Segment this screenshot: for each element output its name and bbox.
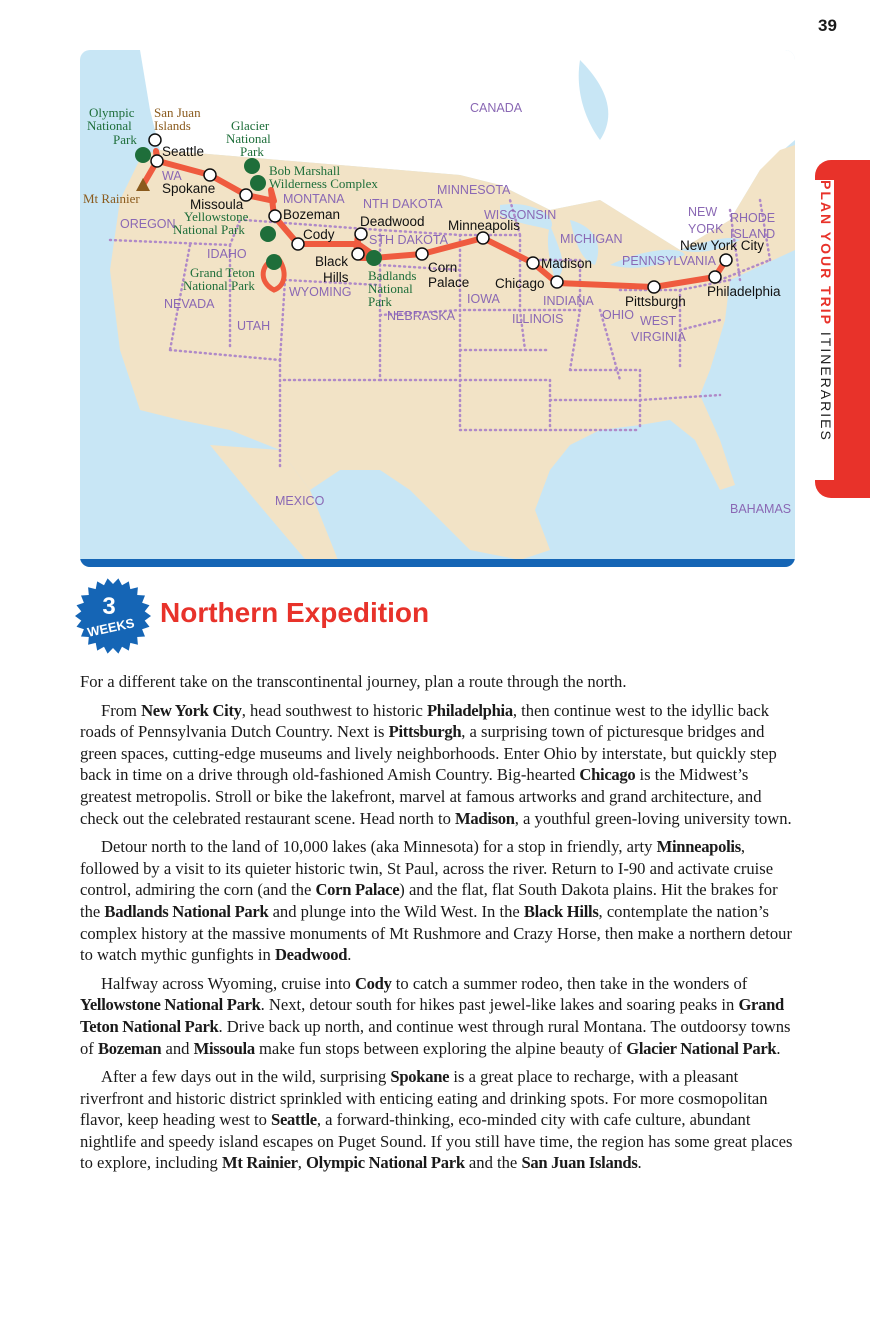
text-run: , contemplate the nation’s complex history at the massive monuments of Mt Rushmore and Crazy Horse, then make a northern detour to watch mythic gunfights in (80, 901, 792, 965)
map-label: Seattle (162, 144, 205, 159)
map-label: National Park (183, 278, 255, 293)
highlighted-place: Chicago (579, 765, 636, 785)
map-label: Olympic (89, 105, 135, 120)
highlighted-place: Cody (355, 973, 392, 993)
itinerary-title: Northern Expedition (160, 597, 430, 628)
text-run: . (347, 945, 352, 965)
map-label: San Juan (154, 105, 201, 120)
map-label: YORK (688, 222, 724, 236)
map-label: STH DAKOTA (369, 233, 448, 247)
text-run: Halfway across Wyoming, cruise into (101, 973, 355, 993)
map-label: Islands (154, 118, 191, 133)
map-label: Pittsburgh (625, 294, 686, 309)
paragraph (80, 836, 796, 966)
highlighted-place: New York City (141, 700, 242, 720)
map-label: National (226, 131, 271, 146)
map-label: National (87, 118, 132, 133)
highlighted-place: Seattle (271, 1110, 317, 1130)
text-run: From (101, 700, 142, 720)
text-run: For a different take on the transcontinental journey, plan a route through the north. (80, 672, 627, 691)
chapter-name: PLAN YOUR TRIP (818, 180, 834, 326)
highlighted-place: Corn Palace (315, 880, 400, 900)
text-run: , a forward-thinking, eco-minded city with cafe culture, abundant nightlife and speedy island escapes on Puget Sound. If you still have time, the region has some great places to explore, including (80, 1110, 793, 1173)
map-label: INDIANA (543, 294, 594, 308)
text-run: . Drive back up north, and continue west through rural Montana. The outdoorsy towns of (80, 1016, 791, 1058)
map-label: Badlands (368, 268, 417, 283)
text-run: . Next, detour south for hikes past jewel-like lakes and soaring peaks in (260, 995, 739, 1015)
text-run: , head southwest to historic (241, 700, 427, 720)
map-label: RHODE (730, 211, 776, 225)
highlighted-place: Grand Teton National Park (80, 995, 784, 1036)
map-label: New York City (680, 238, 765, 253)
map-label: Park (240, 144, 264, 159)
map-label: MICHIGAN (560, 232, 623, 246)
map-label: ISLAND (730, 227, 776, 241)
highlighted-place: Spokane (390, 1067, 450, 1087)
highlighted-place: Minneapolis (656, 837, 741, 857)
map-label: Park (368, 294, 392, 309)
map-label: Wilderness Complex (269, 176, 378, 191)
map-label: MINNESOTA (437, 183, 511, 197)
highlighted-place: Glacier National Park (626, 1038, 777, 1058)
map-label: WEST (640, 314, 677, 328)
paragraph (80, 671, 796, 693)
highlighted-place: San Juan Islands (521, 1153, 638, 1173)
map-label: Black (315, 254, 349, 269)
badge-unit: WEEKS (86, 615, 136, 640)
map-label: National Park (173, 222, 245, 237)
text-run: , (297, 1153, 307, 1173)
map-label: MEXICO (275, 494, 325, 508)
map-label: UTAH (237, 319, 271, 333)
paragraph (80, 973, 796, 1059)
map-label: WA (162, 169, 182, 183)
map-label: Bozeman (283, 207, 341, 222)
highlighted-place: Olympic National Park (306, 1153, 465, 1173)
text-run: After a few days out in the wild, surprising (101, 1067, 391, 1087)
route-map (80, 50, 795, 567)
map-label: NEBRASKA (387, 309, 456, 323)
map-label: Hills (323, 270, 349, 285)
text-run: is the Midwest’s greatest metropolis. Stroll or bike the lakefront, marvel at famous artworks and grand architecture, and check out the celebrated restaurant scene. Head north to (80, 765, 762, 828)
map-label: Deadwood (360, 214, 425, 229)
map-label: OHIO (602, 308, 634, 322)
text-run: Detour north to the land of 10,000 lakes (aka Minnesota) for a stop in friendly, arty (101, 837, 657, 857)
text-run: , a surprising town of picturesque bridges and green spaces, cutting-edge museums and lively neighborhoods. Enter Ohio by interstate, but quickly step back in time on a drive through old-fashioned Amish Country. Big-hearted (80, 722, 777, 785)
text-run: make fun stops between exploring the alpine beauty of (254, 1038, 627, 1058)
map-label: CANADA (470, 101, 523, 115)
text-run: ) and the flat, flat South Dakota plains. Hit the brakes for the (80, 880, 778, 921)
section-name: ITINERARIES (818, 325, 834, 442)
map-label: National (368, 281, 413, 296)
highlighted-place: Mt Rainier (221, 1153, 298, 1173)
text-run: and plunge into the Wild West. In the (268, 901, 524, 921)
badge-number: 3 (102, 593, 116, 620)
highlighted-place: Bozeman (97, 1038, 162, 1058)
map-label: Grand Teton (190, 265, 255, 280)
map-label: NEVADA (164, 297, 215, 311)
highlighted-place: Philadelphia (426, 700, 513, 720)
duration-badge (73, 578, 153, 654)
highlighted-place: Missoula (193, 1038, 255, 1058)
map-label: Palace (428, 275, 470, 290)
text-run: is a great place to recharge, with a pleasant riverfront and historic district sprinkled with enticing eating and drinking spots. For more cosmopolitan flavor, keep heading west to (80, 1067, 768, 1130)
map-label: Park (113, 132, 137, 147)
map-label: Philadelphia (707, 284, 781, 299)
paragraph (80, 1066, 796, 1174)
highlighted-place: Madison (455, 808, 515, 828)
map-label: Madison (541, 256, 593, 271)
chapter-tab-label (810, 180, 834, 480)
map-label: Missoula (190, 197, 244, 212)
map-label: PENNSYLVANIA (622, 254, 717, 268)
map-label: ILLINOIS (512, 312, 564, 326)
map-label: Cody (303, 227, 335, 242)
map-label: VIRGINIA (631, 330, 686, 344)
map-label: OREGON (120, 217, 176, 231)
map-label: Corn (428, 260, 458, 275)
text-run: . (776, 1038, 781, 1058)
text-run: and (161, 1038, 194, 1058)
highlighted-place: Deadwood (274, 945, 348, 965)
map-label: WISCONSIN (484, 208, 557, 222)
map-label: Spokane (162, 181, 216, 196)
map-label: BAHAMAS (730, 502, 792, 516)
map-label: Bob Marshall (269, 163, 341, 178)
map-label: Minneapolis (448, 218, 521, 233)
text-run: , then continue west to the idyllic back roads of Pennsylvania Dutch Country. Next is (80, 700, 770, 742)
map-label: MONTANA (283, 192, 345, 206)
text-run: and the (464, 1153, 522, 1173)
map-label: Chicago (495, 276, 545, 291)
page-number: 39 (818, 16, 837, 35)
map-label: Mt Rainier (83, 191, 140, 206)
highlighted-place: Badlands National Park (104, 901, 269, 921)
text-run: , a youthful green-loving university town. (514, 808, 792, 828)
map-label: IOWA (467, 292, 500, 306)
text-run: to catch a summer rodeo, then take in the wonders of (391, 973, 748, 993)
highlighted-place: Black Hills (523, 901, 599, 921)
map-label: NEW (688, 205, 718, 219)
map-label: Glacier (231, 118, 270, 133)
map-label: IDAHO (207, 247, 247, 261)
highlighted-place: Pittsburgh (388, 722, 462, 742)
text-run: . (637, 1153, 642, 1173)
paragraph (80, 700, 796, 830)
map-label: WYOMING (289, 285, 352, 299)
map-label: Yellowstone (184, 209, 249, 224)
highlighted-place: Yellowstone National Park (80, 995, 261, 1015)
map-label: NTH DAKOTA (363, 197, 443, 211)
itinerary-text (80, 671, 796, 1181)
text-run: , followed by a visit to its quieter historic twin, St Paul, across the river. Return to I-90 and activate cruise control, admiring the corn (and the (80, 837, 774, 900)
